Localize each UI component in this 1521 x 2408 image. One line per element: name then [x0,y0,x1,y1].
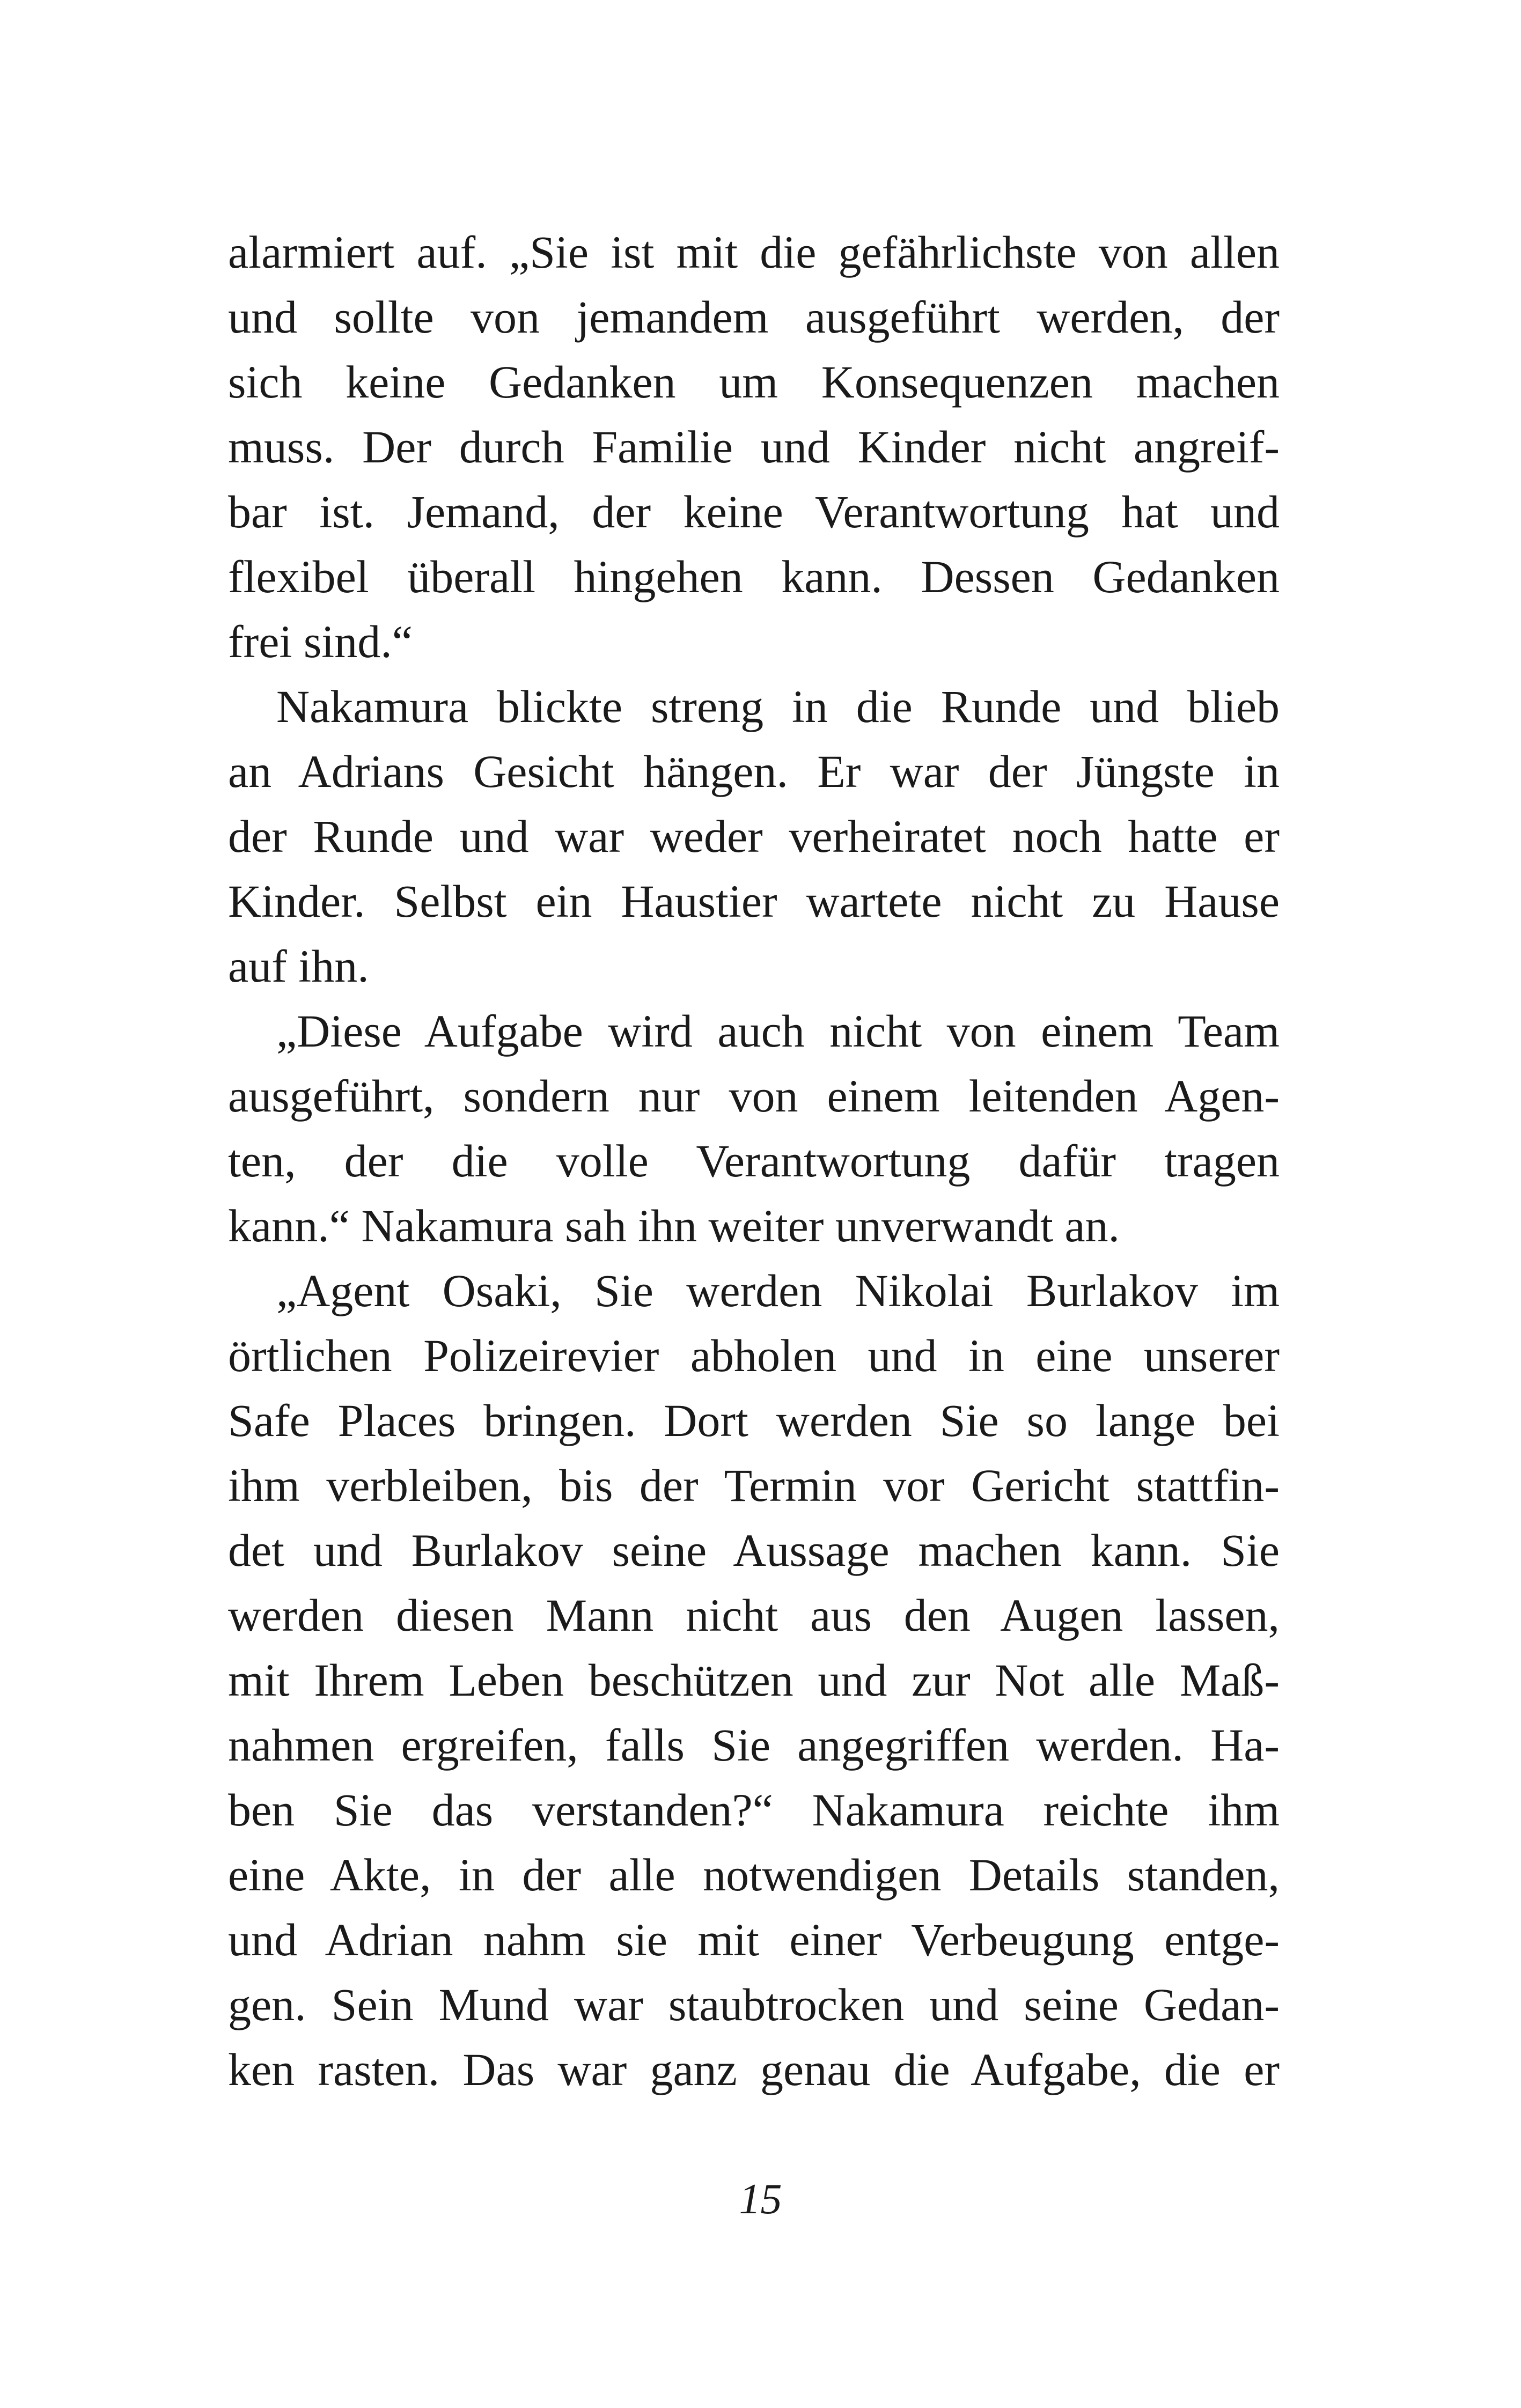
text-line: alarmiert auf. „Sie ist mit die gefährlichste von allen [228,226,1280,278]
text-line: eine Akte, in der alle notwendigen Details standen, [228,1849,1280,1901]
text-line: sich keine Gedanken um Konsequenzen machen [228,356,1280,408]
text-line: auf ihn. [228,940,369,992]
text-line: ten, der die volle Verantwortung dafür tragen [228,1135,1280,1187]
text-line: flexibel überall hingehen kann. Dessen Gedanken [228,551,1280,602]
text-line: ausgeführt, sondern nur von einem leitenden Agen- [228,1070,1280,1122]
text-line: der Runde und war weder verheiratet noch hatte er [228,811,1280,862]
text-line: Nakamura blickte streng in die Runde und blieb [276,681,1280,732]
body-text [228,220,1280,2102]
text-line: ben Sie das verstanden?“ Nakamura reichte ihm [228,1784,1280,1836]
text-line: und Adrian nahm sie mit einer Verbeugung entge- [228,1914,1280,1965]
text-line: werden diesen Mann nicht aus den Augen lassen, [228,1589,1280,1641]
text-line: örtlichen Polizeirevier abholen und in eine unserer [228,1330,1280,1381]
text-line: ihm verbleiben, bis der Termin vor Gericht stattfin- [228,1460,1280,1511]
text-line: kann.“ Nakamura sah ihn weiter unverwandt an. [228,1200,1120,1251]
text-line: an Adrians Gesicht hängen. Er war der Jüngste in [228,746,1280,797]
text-line: „Diese Aufgabe wird auch nicht von einem Team [276,1005,1280,1057]
text-line: „Agent Osaki, Sie werden Nikolai Burlakov im [276,1265,1280,1316]
text-line: ken rasten. Das war ganz genau die Aufgabe, die er [228,2044,1280,2095]
text-line: gen. Sein Mund war staubtrocken und seine Gedan- [228,1979,1280,2030]
text-line: frei sind.“ [228,616,413,667]
text-line: Kinder. Selbst ein Haustier wartete nicht zu Hause [228,875,1280,927]
text-line: mit Ihrem Leben beschützen und zur Not alle Maß- [228,1654,1280,1706]
page-number: 15 [739,2176,782,2223]
text-line: det und Burlakov seine Aussage machen kann. Sie [228,1525,1280,1576]
text-line: nahmen ergreifen, falls Sie angegriffen werden. Ha- [228,1719,1280,1771]
text-line: bar ist. Jemand, der keine Verantwortung hat und [228,486,1280,537]
text-line: muss. Der durch Familie und Kinder nicht angreif- [228,421,1280,473]
text-line: und sollte von jemandem ausgeführt werden, der [228,291,1280,343]
text-line: Safe Places bringen. Dort werden Sie so lange bei [228,1395,1280,1446]
